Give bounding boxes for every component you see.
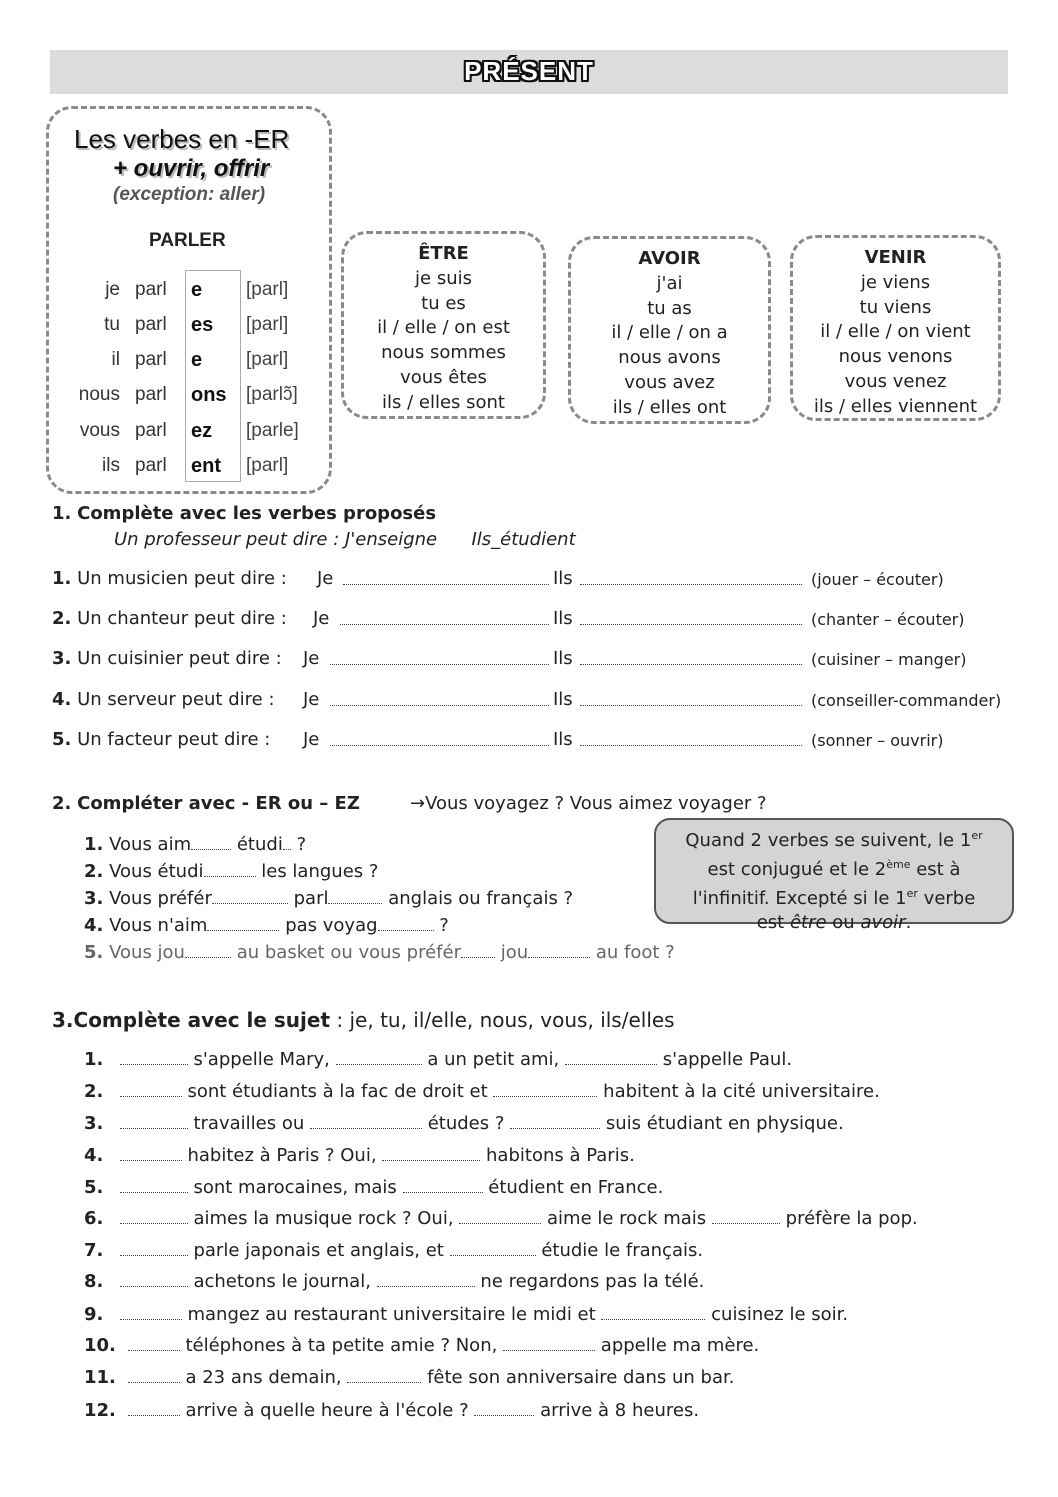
answer-blank[interactable]: [378, 916, 434, 931]
phonetic: [parle]: [246, 420, 299, 441]
item-text: Un musicien peut dire :: [77, 568, 287, 589]
answer-blank[interactable]: [310, 1114, 422, 1129]
item-number: 2.: [84, 1081, 104, 1102]
item-number: 8.: [84, 1271, 104, 1292]
list-item: [84, 861, 378, 882]
exercise-3-heading: [52, 1008, 675, 1032]
answer-blank[interactable]: [580, 691, 802, 706]
item-text: Vous jou: [109, 942, 185, 963]
je-label: Je: [313, 608, 330, 629]
ils-label: Ils: [553, 648, 573, 669]
conj-line: vous avez: [624, 371, 715, 393]
list-item: [84, 1177, 663, 1198]
item-text: s'appelle Paul.: [662, 1049, 793, 1070]
item-number: 3.: [52, 648, 72, 669]
answer-blank[interactable]: [120, 1272, 188, 1287]
answer-blank[interactable]: [528, 943, 590, 958]
exercise-2-heading: [52, 793, 360, 814]
item-text: au foot ?: [595, 942, 675, 963]
verb-hint: (conseiller-commander): [811, 691, 1002, 710]
item-text: étudi: [236, 834, 283, 855]
list-item: [84, 1049, 792, 1070]
ending: e: [191, 279, 203, 301]
list-item: [84, 888, 573, 909]
answer-blank[interactable]: [185, 943, 231, 958]
item-text: étudie le français.: [541, 1240, 704, 1261]
item-text: pas voyag: [285, 915, 378, 936]
answer-blank[interactable]: [580, 570, 802, 585]
list-item: [84, 942, 675, 963]
phonetic: [parl]: [246, 314, 289, 335]
answer-blank[interactable]: [461, 943, 495, 958]
item-text: arrive à 8 heures.: [540, 1400, 700, 1421]
subject-list: : je, tu, il/elle, nous, vous, ils/elles: [336, 1008, 675, 1032]
list-item: [52, 648, 282, 669]
answer-blank[interactable]: [191, 835, 231, 850]
item-text: habitons à Paris.: [486, 1145, 635, 1166]
conj-line: ils / elles sont: [382, 391, 505, 413]
exercise-title: Complète avec les verbes proposés: [77, 503, 437, 524]
verb-box-venir: [790, 235, 1001, 421]
exercise-2-example: →Vous voyagez ? Vous aimez voyager ?: [410, 793, 767, 814]
item-text: Un chanteur peut dire :: [77, 608, 287, 629]
list-item: [84, 834, 306, 855]
item-text: parle japonais et anglais, et: [193, 1240, 444, 1261]
answer-blank[interactable]: [128, 1368, 180, 1383]
je-label: Je: [317, 568, 334, 589]
rule-text: verbe: [923, 888, 976, 909]
er-box-title: Les verbes en -ER: [74, 124, 290, 154]
rule-sup: ème: [886, 858, 911, 871]
item-text: appelle ma mère.: [600, 1335, 760, 1356]
verb-hint: (jouer – écouter): [811, 570, 944, 589]
answer-blank[interactable]: [204, 862, 256, 877]
answer-blank[interactable]: [120, 1209, 188, 1224]
answer-blank[interactable]: [565, 1050, 657, 1065]
rule-text: .: [905, 912, 912, 933]
list-item: [84, 1208, 918, 1229]
answer-blank[interactable]: [207, 916, 279, 931]
verb-hint: (sonner – ouvrir): [811, 731, 944, 750]
item-text: a 23 ans demain,: [185, 1367, 342, 1388]
stem: parl: [135, 420, 167, 441]
pronoun: ils: [102, 455, 120, 476]
page-title: PRÉSENT: [464, 56, 594, 86]
conj-line: je viens: [860, 271, 931, 293]
item-number: 11.: [84, 1367, 116, 1388]
conj-line: nous sommes: [381, 342, 506, 364]
stem: parl: [135, 279, 167, 300]
rule-text: Quand 2 verbes se suivent, le 1: [685, 830, 972, 851]
answer-blank[interactable]: [343, 570, 549, 585]
er-box-subtitle: + ouvrir, offrir: [113, 155, 270, 182]
item-number: 3.: [84, 888, 104, 909]
je-label: Je: [303, 689, 320, 710]
conj-line: j'ai: [656, 272, 683, 294]
answer-blank[interactable]: [120, 1305, 182, 1320]
item-text: anglais ou français ?: [388, 888, 574, 909]
item-text: Un serveur peut dire :: [77, 689, 275, 710]
pronoun: vous: [79, 420, 120, 441]
item-text: travailles ou: [193, 1113, 305, 1134]
exercise-number: 3.: [52, 1008, 74, 1032]
item-text: études ?: [427, 1113, 505, 1134]
stem: parl: [135, 455, 167, 476]
ils-label: Ils: [553, 689, 573, 710]
answer-blank[interactable]: [120, 1241, 188, 1256]
answer-blank[interactable]: [120, 1050, 188, 1065]
rule-text: est à: [916, 859, 961, 880]
item-number: 2.: [52, 608, 72, 629]
answer-blank[interactable]: [459, 1209, 541, 1224]
phonetic: [parl]: [246, 455, 289, 476]
answer-blank[interactable]: [510, 1114, 600, 1129]
list-item: [84, 1335, 759, 1356]
conj-line: ils / elles viennent: [813, 395, 978, 417]
answer-blank[interactable]: [128, 1336, 180, 1351]
conj-line: nous avons: [618, 347, 721, 369]
conj-line: vous êtes: [400, 366, 487, 388]
item-text: ne regardons pas la télé.: [480, 1271, 705, 1292]
item-number: 10.: [84, 1335, 116, 1356]
list-item: [84, 1400, 699, 1421]
item-number: 5.: [84, 942, 104, 963]
item-text: sont marocaines, mais: [193, 1177, 397, 1198]
item-text: Vous étudi: [109, 861, 204, 882]
exercise-number: 1.: [52, 503, 72, 524]
phonetic: [parl]: [246, 349, 289, 370]
verb-title: VENIR: [864, 247, 927, 268]
ending: e: [191, 349, 203, 371]
conj-line: tu viens: [859, 296, 932, 318]
answer-blank[interactable]: [120, 1146, 182, 1161]
item-number: 5.: [52, 729, 72, 750]
stem: parl: [135, 349, 167, 370]
item-text: parl: [293, 888, 329, 909]
answer-blank[interactable]: [283, 835, 291, 850]
item-text: Un cuisinier peut dire :: [77, 648, 282, 669]
stem: parl: [135, 314, 167, 335]
rule-sup: er: [906, 887, 918, 900]
list-item: [84, 1240, 703, 1261]
pronoun: nous: [78, 384, 120, 405]
list-item: [52, 568, 287, 589]
rule-text: être: [789, 912, 827, 933]
exercise-title: Complète avec le sujet: [73, 1008, 331, 1032]
item-text: Un facteur peut dire :: [77, 729, 271, 750]
rule-sup: er: [971, 829, 983, 842]
item-number: 7.: [84, 1240, 104, 1261]
answer-blank[interactable]: [340, 610, 549, 625]
exercise-number: 2.: [52, 793, 72, 814]
item-text: jou: [500, 942, 529, 963]
answer-blank[interactable]: [493, 1082, 597, 1097]
answer-blank[interactable]: [403, 1178, 483, 1193]
conj-line: nous venons: [838, 346, 953, 368]
answer-blank[interactable]: [328, 889, 382, 904]
je-label: Je: [303, 729, 320, 750]
list-item: [52, 689, 275, 710]
item-text: aimes la musique rock ? Oui,: [193, 1208, 454, 1229]
er-box-exception: (exception: aller): [113, 184, 266, 205]
page-header: [50, 50, 1008, 94]
conj-line: tu as: [647, 297, 692, 319]
exercise-1-example: Un professeur peut dire : J'enseigne Ils_étudient: [114, 529, 576, 550]
ils-label: Ils: [553, 608, 573, 629]
answer-blank[interactable]: [212, 889, 288, 904]
conj-line: il / elle / on vient: [820, 321, 971, 343]
conj-line: ils / elles ont: [612, 396, 727, 418]
verb-hint: (cuisiner – manger): [811, 650, 967, 669]
ending: ent: [191, 455, 221, 477]
ils-label: Ils: [553, 568, 573, 589]
item-text: fête son anniversaire dans un bar.: [427, 1367, 735, 1388]
list-item: [84, 1113, 844, 1134]
pronoun: il: [111, 349, 120, 370]
verb-box-etre: [341, 231, 546, 419]
item-text: aime le rock mais: [547, 1208, 707, 1229]
item-text: Vous n'aim: [109, 915, 208, 936]
list-item: [84, 1081, 880, 1102]
phonetic: [parl]: [246, 279, 289, 300]
item-number: 5.: [84, 1177, 104, 1198]
answer-blank[interactable]: [330, 650, 549, 665]
rule-text: est conjugué et le 2: [707, 859, 887, 880]
item-number: 3.: [84, 1113, 104, 1134]
exercise-1-heading: [52, 503, 436, 524]
item-text: sont étudiants à la fac de droit et: [187, 1081, 488, 1102]
item-number: 12.: [84, 1400, 116, 1421]
item-number: 4.: [52, 689, 72, 710]
answer-blank[interactable]: [330, 731, 549, 746]
item-number: 9.: [84, 1304, 104, 1325]
answer-blank[interactable]: [580, 610, 802, 625]
ending: ons: [191, 384, 227, 406]
conj-line: tu es: [421, 292, 466, 314]
item-text: suis étudiant en physique.: [605, 1113, 844, 1134]
answer-blank[interactable]: [474, 1401, 534, 1416]
list-item: [84, 1367, 734, 1388]
list-item: [84, 1145, 635, 1166]
grammar-rule-note: [654, 818, 1014, 933]
item-number: 1.: [84, 1049, 104, 1070]
conj-line: il / elle / on a: [611, 322, 728, 344]
exercise-title: Compléter avec - ER ou – EZ: [77, 793, 360, 814]
answer-blank[interactable]: [601, 1305, 705, 1320]
verb-title: AVOIR: [638, 248, 701, 269]
item-number: 2.: [84, 861, 104, 882]
list-item: [52, 729, 270, 750]
answer-blank[interactable]: [347, 1368, 421, 1383]
item-text: ?: [439, 915, 449, 936]
list-item: [84, 915, 449, 936]
rule-text: est: [756, 912, 785, 933]
answer-blank[interactable]: [450, 1241, 536, 1256]
item-text: Vous aim: [109, 834, 192, 855]
item-text: achetons le journal,: [193, 1271, 371, 1292]
ending: ez: [191, 420, 213, 442]
answer-blank[interactable]: [712, 1209, 780, 1224]
ils-label: Ils: [553, 729, 573, 750]
item-text: s'appelle Mary,: [193, 1049, 330, 1070]
item-number: 4.: [84, 1145, 104, 1166]
answer-blank[interactable]: [120, 1178, 188, 1193]
answer-blank[interactable]: [128, 1401, 180, 1416]
answer-blank[interactable]: [120, 1114, 188, 1129]
rule-text: ou: [832, 912, 855, 933]
list-item: [52, 608, 287, 629]
rule-text: avoir: [860, 912, 906, 933]
list-item: [84, 1304, 848, 1325]
answer-blank[interactable]: [120, 1082, 182, 1097]
item-text: arrive à quelle heure à l'école ?: [185, 1400, 469, 1421]
item-number: 6.: [84, 1208, 104, 1229]
answer-blank[interactable]: [382, 1146, 480, 1161]
model-verb: PARLER: [149, 230, 226, 251]
item-number: 1.: [84, 834, 104, 855]
conj-line: il / elle / on est: [377, 317, 510, 339]
answer-blank[interactable]: [330, 691, 549, 706]
ending: es: [191, 314, 214, 336]
item-text: habitez à Paris ? Oui,: [187, 1145, 377, 1166]
item-text: cuisinez le soir.: [711, 1304, 849, 1325]
conj-line: je suis: [415, 267, 472, 289]
verb-title: ÊTRE: [418, 243, 469, 264]
verb-box-avoir: [568, 236, 771, 424]
item-text: Vous préfér: [109, 888, 212, 909]
pronoun: je: [105, 279, 120, 300]
pronoun: tu: [104, 314, 120, 335]
item-text: habitent à la cité universitaire.: [603, 1081, 880, 1102]
answer-blank[interactable]: [336, 1050, 422, 1065]
item-number: 4.: [84, 915, 104, 936]
item-text: au basket ou vous préfér: [236, 942, 461, 963]
item-text: a un petit ami,: [427, 1049, 560, 1070]
item-text: téléphones à ta petite amie ? Non,: [185, 1335, 498, 1356]
item-text: préfère la pop.: [785, 1208, 918, 1229]
item-text: ?: [296, 834, 307, 855]
rule-text: l'infinitif. Excepté si le 1: [692, 888, 907, 909]
stem: parl: [135, 384, 167, 405]
item-text: les langues ?: [261, 861, 379, 882]
item-text: étudient en France.: [488, 1177, 664, 1198]
phonetic: [parlɔ̃]: [246, 384, 298, 405]
answer-blank[interactable]: [580, 650, 802, 665]
conj-line: vous venez: [844, 370, 947, 392]
list-item: [84, 1271, 704, 1292]
je-label: Je: [303, 648, 320, 669]
answer-blank[interactable]: [377, 1272, 475, 1287]
answer-blank[interactable]: [503, 1336, 595, 1351]
answer-blank[interactable]: [580, 731, 802, 746]
item-text: mangez au restaurant universitaire le midi et: [187, 1304, 596, 1325]
verb-hint: (chanter – écouter): [811, 610, 965, 629]
item-number: 1.: [52, 568, 72, 589]
